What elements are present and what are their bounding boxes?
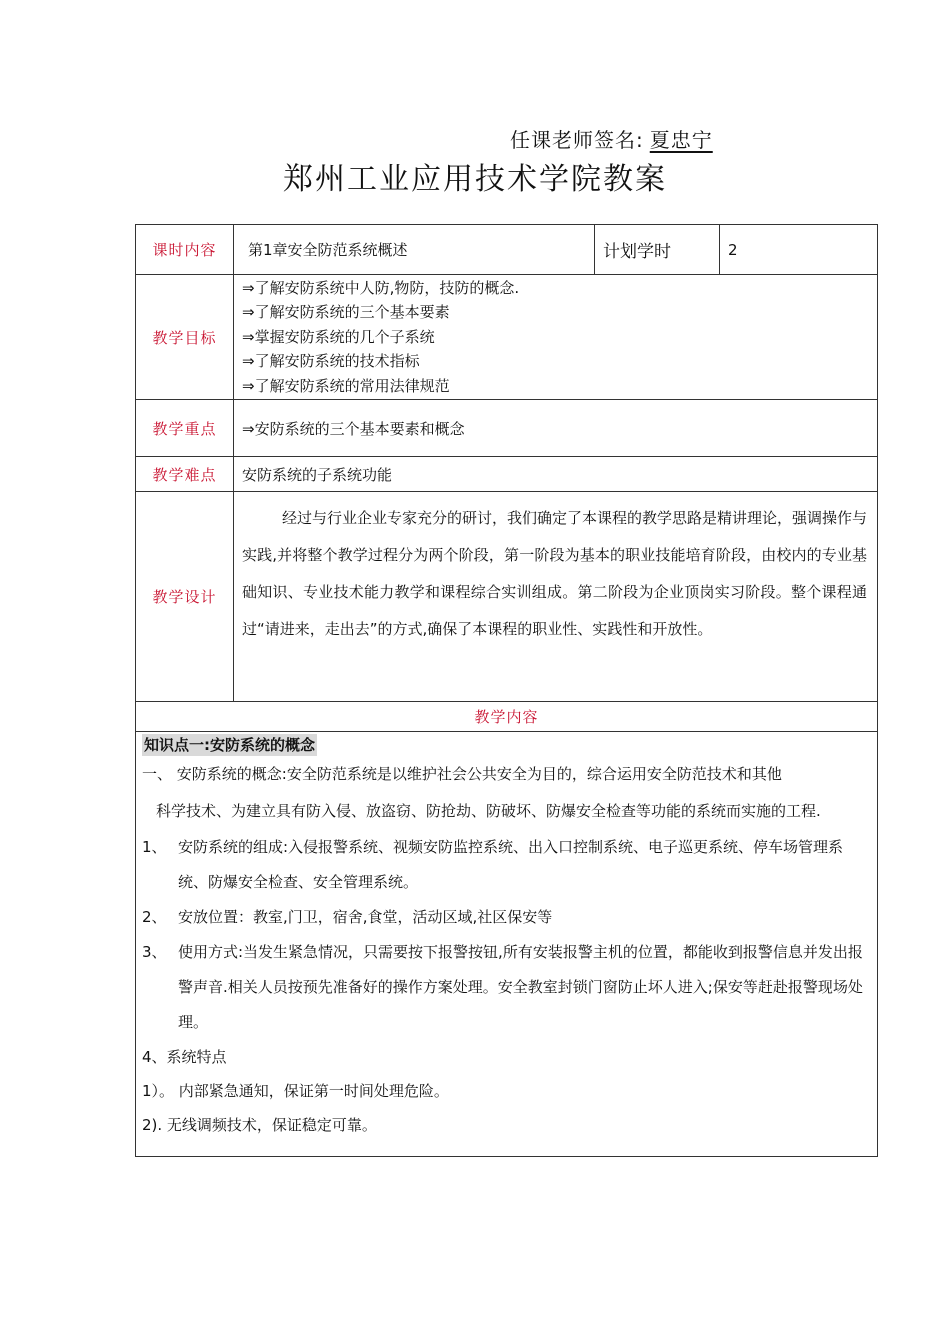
lesson-value: 第1章安全防范系统概述 [234, 225, 595, 275]
goals-list [234, 275, 878, 400]
goal-item: ⇒了解安防系统的技术指标 [242, 352, 420, 371]
goal-item: ⇒了解安防系统的常用法律规范 [242, 376, 450, 395]
signature-label: 任课老师签名: [510, 128, 644, 152]
row-design [136, 492, 878, 702]
hours-label: 计划学时 [595, 225, 720, 275]
difficulty-label: 教学难点 [136, 457, 234, 492]
goal-item: ⇒了解安防系统的三个基本要素 [242, 303, 450, 322]
content-header: 教学内容 [136, 702, 878, 732]
lesson-plan-table [135, 224, 878, 1157]
concept-paragraph [142, 756, 869, 830]
design-text [234, 492, 878, 702]
item-number: 1、 [142, 838, 167, 856]
row-content-header [136, 702, 878, 732]
row-lesson [136, 225, 878, 275]
feature-item: 2). 无线调频技术，保证稳定可靠。 [142, 1116, 377, 1134]
content-body [136, 732, 878, 1157]
page-title: 郑州工业应用技术学院教案 [283, 162, 667, 197]
item-number: 3、 [142, 943, 167, 961]
lesson-label: 课时内容 [136, 225, 234, 275]
teacher-signature [510, 124, 713, 153]
item-number: 2、 [142, 908, 167, 926]
concept-first-line: 一、 安防系统的概念:安全防范系统是以维护社会公共安全为目的，综合运用安全防范技术和其他 [142, 765, 782, 783]
item-text: 安放位置：教室,门卫，宿舍,食堂，活动区域,社区保安等 [178, 908, 553, 926]
design-paragraph: 经过与行业企业专家充分的研讨，我们确定了本课程的教学思路是精讲理论，强调操作与实践,并将整个教学过程分为两个阶段，第一阶段为基本的职业技能培育阶段，由校内的专业基础知识、专业技术能力教学和课程综合实训组成。第二阶段为企业顶岗实习阶段。整个课程通过“请进来，走出去”的方式,确保了本课程的职业性、实践性和开放性。 [242, 509, 868, 638]
difficulty-value: 安防系统的子系统功能 [234, 457, 878, 492]
row-difficulty [136, 457, 878, 492]
knowledge-point-title: 知识点一:安防系统的概念 [144, 736, 315, 754]
goal-item: ⇒了解安防系统中人防,物防，技防的概念. [242, 278, 520, 297]
list-item [142, 900, 869, 935]
row-key-points [136, 400, 878, 457]
key-label: 教学重点 [136, 400, 234, 457]
goals-label: 教学目标 [136, 275, 234, 400]
feature-title: 4、系统特点 [142, 1048, 227, 1066]
key-value: ⇒安防系统的三个基本要素和概念 [234, 400, 878, 457]
hours-value: 2 [720, 225, 878, 275]
feature-item: 1）。 内部紧急通知，保证第一时间处理危险。 [142, 1082, 449, 1100]
item-text: 使用方式:当发生紧急情况，只需要按下报警按钮,所有安装报警主机的位置，都能收到报警信息并发出报警声音.相关人员按预先准备好的操作方案处理。安全教室封锁门窗防止坏人进入;保安等赶赴报警现场处理。 [178, 943, 863, 1031]
signature-name: 夏忠宁 [649, 128, 713, 152]
list-item [142, 830, 869, 900]
row-content [136, 732, 878, 1157]
item-text: 安防系统的组成:入侵报警系统、视频安防监控系统、出入口控制系统、电子巡更系统、停车场管理系统、防爆安全检查、安全管理系统。 [178, 838, 844, 891]
design-label: 教学设计 [136, 492, 234, 702]
row-goals [136, 275, 878, 400]
concept-continuation: 科学技术、为建立具有防入侵、放盗窃、防抢劫、防破坏、防爆安全检查等功能的系统而实施的工程. [156, 802, 821, 820]
list-item [142, 935, 869, 1040]
goal-item: ⇒掌握安防系统的几个子系统 [242, 327, 435, 346]
